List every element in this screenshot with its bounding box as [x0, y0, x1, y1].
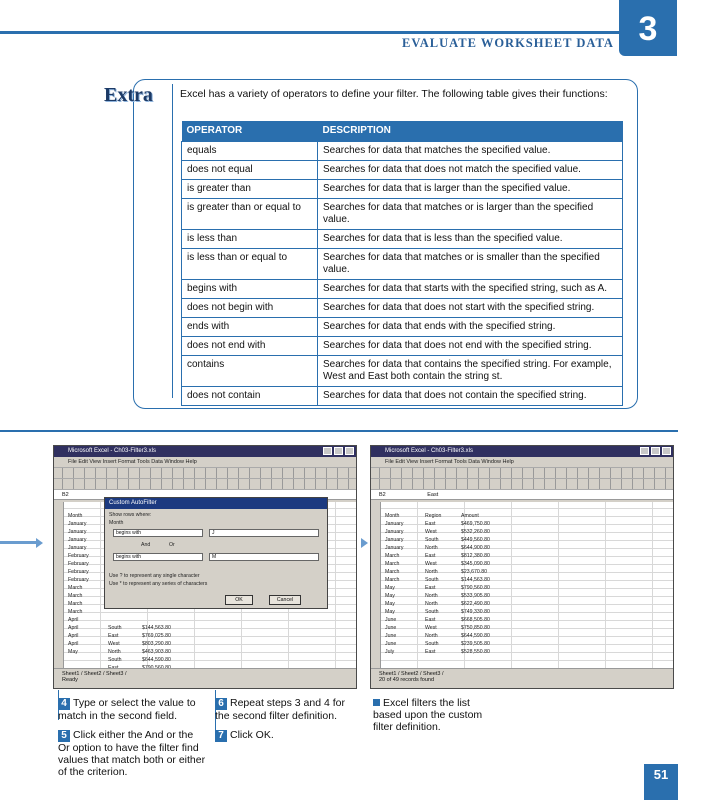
- minimize-icon[interactable]: [640, 447, 649, 455]
- continue-arrow-icon: [361, 538, 368, 548]
- description-cell: Searches for data that matches the specified value.: [318, 141, 623, 160]
- sheet-tabs[interactable]: Sheet1 / Sheet2 / Sheet3 /: [379, 671, 444, 677]
- table-row: [182, 248, 623, 279]
- table-row: [182, 160, 623, 179]
- operator-cell: is less than or equal to: [182, 248, 318, 279]
- formatting-toolbar[interactable]: [54, 479, 356, 490]
- row-headers: [371, 502, 381, 668]
- table-row: [182, 198, 623, 229]
- pointer-arrow-icon: [36, 538, 43, 548]
- window-title: Microsoft Excel - Ch03-Filter3.xls: [68, 448, 157, 454]
- operator-cell: ends with: [182, 317, 318, 336]
- extra-divider: [172, 84, 173, 398]
- step-6: [215, 697, 355, 722]
- field-label: Month: [109, 520, 124, 526]
- name-box[interactable]: B2: [379, 492, 386, 498]
- minimize-icon[interactable]: [323, 447, 332, 455]
- cancel-button[interactable]: Cancel: [269, 595, 301, 605]
- and-option[interactable]: And: [141, 542, 151, 548]
- extra-intro-text: Excel has a variety of operators to define your filter. The following table gives their functions:: [180, 88, 608, 100]
- toolbar[interactable]: [54, 468, 356, 479]
- toolbar[interactable]: [371, 468, 673, 479]
- running-header-title: EVALUATE WORKSHEET DATA: [402, 36, 614, 50]
- description-cell: Searches for data that is larger than the specified value.: [318, 179, 623, 198]
- operator-cell: does not contain: [182, 386, 318, 405]
- chapter-number: 3: [619, 0, 677, 56]
- region-column: Region East West South North East West North South East North North South East West North South East: [425, 513, 442, 655]
- window-title-bar: [54, 446, 356, 457]
- or-option[interactable]: Or: [169, 542, 175, 548]
- custom-autofilter-dialog: [104, 497, 328, 609]
- formula-bar[interactable]: [371, 490, 673, 500]
- ok-button[interactable]: OK: [225, 595, 253, 605]
- description-cell: Searches for data that contains the specified string. For example, West and East both contain the string st.: [318, 355, 623, 386]
- show-rows-label: Show rows where:: [109, 512, 152, 518]
- region-column: South East West North South: [108, 625, 122, 663]
- table-row: [182, 141, 623, 160]
- operators-table: [181, 121, 623, 406]
- status-bar: [371, 668, 674, 688]
- window-title-bar: [371, 446, 673, 457]
- hint-series-chars: Use * to represent any series of characters: [109, 581, 208, 587]
- operator-cell: begins with: [182, 279, 318, 298]
- table-row: [182, 355, 623, 386]
- table-row: [182, 229, 623, 248]
- bullet-square-icon: [373, 699, 380, 706]
- operator-cell: equals: [182, 141, 318, 160]
- row-headers: [54, 502, 64, 668]
- maximize-icon[interactable]: [334, 447, 343, 455]
- section-rule: [0, 430, 678, 432]
- month-column: Month January January January January February February February February March March March March April April April April May: [68, 513, 89, 655]
- description-cell: Searches for data that matches or is larger than the specified value.: [318, 198, 623, 229]
- window-title: Microsoft Excel - Ch03-Filter3.xls: [385, 448, 474, 454]
- step-4-number: 4: [58, 698, 70, 710]
- table-header-row: [182, 121, 623, 141]
- description-cell: Searches for data that starts with the specified string, such as A.: [318, 279, 623, 298]
- description-cell: Searches for data that ends with the specified string.: [318, 317, 623, 336]
- description-cell: Searches for data that matches or is smaller than the specified value.: [318, 248, 623, 279]
- step-6-text: Repeat steps 3 and 4 for the second filter definition.: [215, 697, 345, 722]
- close-icon[interactable]: [345, 447, 354, 455]
- step-5-text: Click either the And or the Or option to have the filter find values that match both or either of the criterion.: [58, 729, 206, 778]
- month-column: Month January January January January March March March March May May May May June June June June July: [385, 513, 404, 655]
- excel-screenshot-right: [370, 445, 674, 689]
- operator-cell: does not end with: [182, 336, 318, 355]
- operator-cell: is less than: [182, 229, 318, 248]
- step-7-text: Click OK.: [230, 729, 274, 741]
- operators-table-body: [182, 141, 623, 405]
- pointer-arrow-bar: [0, 541, 36, 544]
- amount-column: Amount $469,750.80 $532,260.80 $449,560.80 $644,900.80 $812,380.80 $345,090.80 $23,670.80 $144,563.80 $790,560.80 $533,905.80 $622,490.80 $749,330.80 $668,505.80 $750,850.80 $644,590.80 $239,505.80 $528,550.80: [461, 513, 490, 655]
- step-7: [215, 729, 355, 742]
- table-row: [182, 279, 623, 298]
- menu-bar[interactable]: File Edit View Insert Format Tools Data Window Help: [54, 457, 356, 468]
- operator-cell: contains: [182, 355, 318, 386]
- name-box[interactable]: B2: [62, 492, 69, 498]
- column-header-operator: OPERATOR: [182, 121, 318, 141]
- operator-cell: is greater than or equal to: [182, 198, 318, 229]
- maximize-icon[interactable]: [651, 447, 660, 455]
- operator-cell: does not begin with: [182, 298, 318, 317]
- description-cell: Searches for data that does not match the specified value.: [318, 160, 623, 179]
- close-icon[interactable]: [662, 447, 671, 455]
- dialog-title: Custom AutoFilter: [105, 498, 327, 509]
- result-note: [373, 697, 493, 733]
- operator-select-1[interactable]: begins with: [113, 529, 203, 537]
- amount-column: $144,563.80 $769,025.80 $803,290.80 $463,903.80 $644,590.80: [142, 625, 171, 663]
- worksheet-grid[interactable]: [371, 502, 674, 668]
- table-row: [182, 336, 623, 355]
- page-number: 51: [644, 764, 678, 800]
- step-4: [58, 697, 203, 722]
- description-cell: Searches for data that does not end with the specified string.: [318, 336, 623, 355]
- value-input-2[interactable]: M: [209, 553, 319, 561]
- description-cell: Searches for data that does not start with the specified string.: [318, 298, 623, 317]
- header-rule: [0, 31, 620, 34]
- formula-value[interactable]: East: [427, 492, 439, 498]
- table-row: [182, 386, 623, 405]
- operator-cell: does not equal: [182, 160, 318, 179]
- status-text: Ready: [62, 677, 78, 683]
- formatting-toolbar[interactable]: [371, 479, 673, 490]
- value-input-1[interactable]: J: [209, 529, 319, 537]
- step-7-number: 7: [215, 730, 227, 742]
- description-cell: Searches for data that is less than the specified value.: [318, 229, 623, 248]
- extra-label: Extra: [104, 84, 153, 106]
- result-text: Excel filters the list based upon the custom filter definition.: [373, 697, 483, 733]
- description-cell: Searches for data that does not contain the specified string.: [318, 386, 623, 405]
- status-bar: [54, 668, 357, 688]
- menu-bar[interactable]: File Edit View Insert Format Tools Data Window Help: [371, 457, 673, 468]
- sheet-tabs[interactable]: Sheet1 / Sheet2 / Sheet3 /: [62, 671, 127, 677]
- step-5: [58, 729, 206, 778]
- status-text: 20 of 49 records found: [379, 677, 435, 683]
- column-header-description: DESCRIPTION: [318, 121, 623, 141]
- operator-select-2[interactable]: begins with: [113, 553, 203, 561]
- table-row: [182, 317, 623, 336]
- table-row: [182, 298, 623, 317]
- hint-single-char: Use ? to represent any single character: [109, 573, 200, 579]
- step-6-number: 6: [215, 698, 227, 710]
- table-row: [182, 179, 623, 198]
- step-5-number: 5: [58, 730, 70, 742]
- step-4-text: Type or select the value to match in the second field.: [58, 697, 196, 722]
- operator-cell: is greater than: [182, 179, 318, 198]
